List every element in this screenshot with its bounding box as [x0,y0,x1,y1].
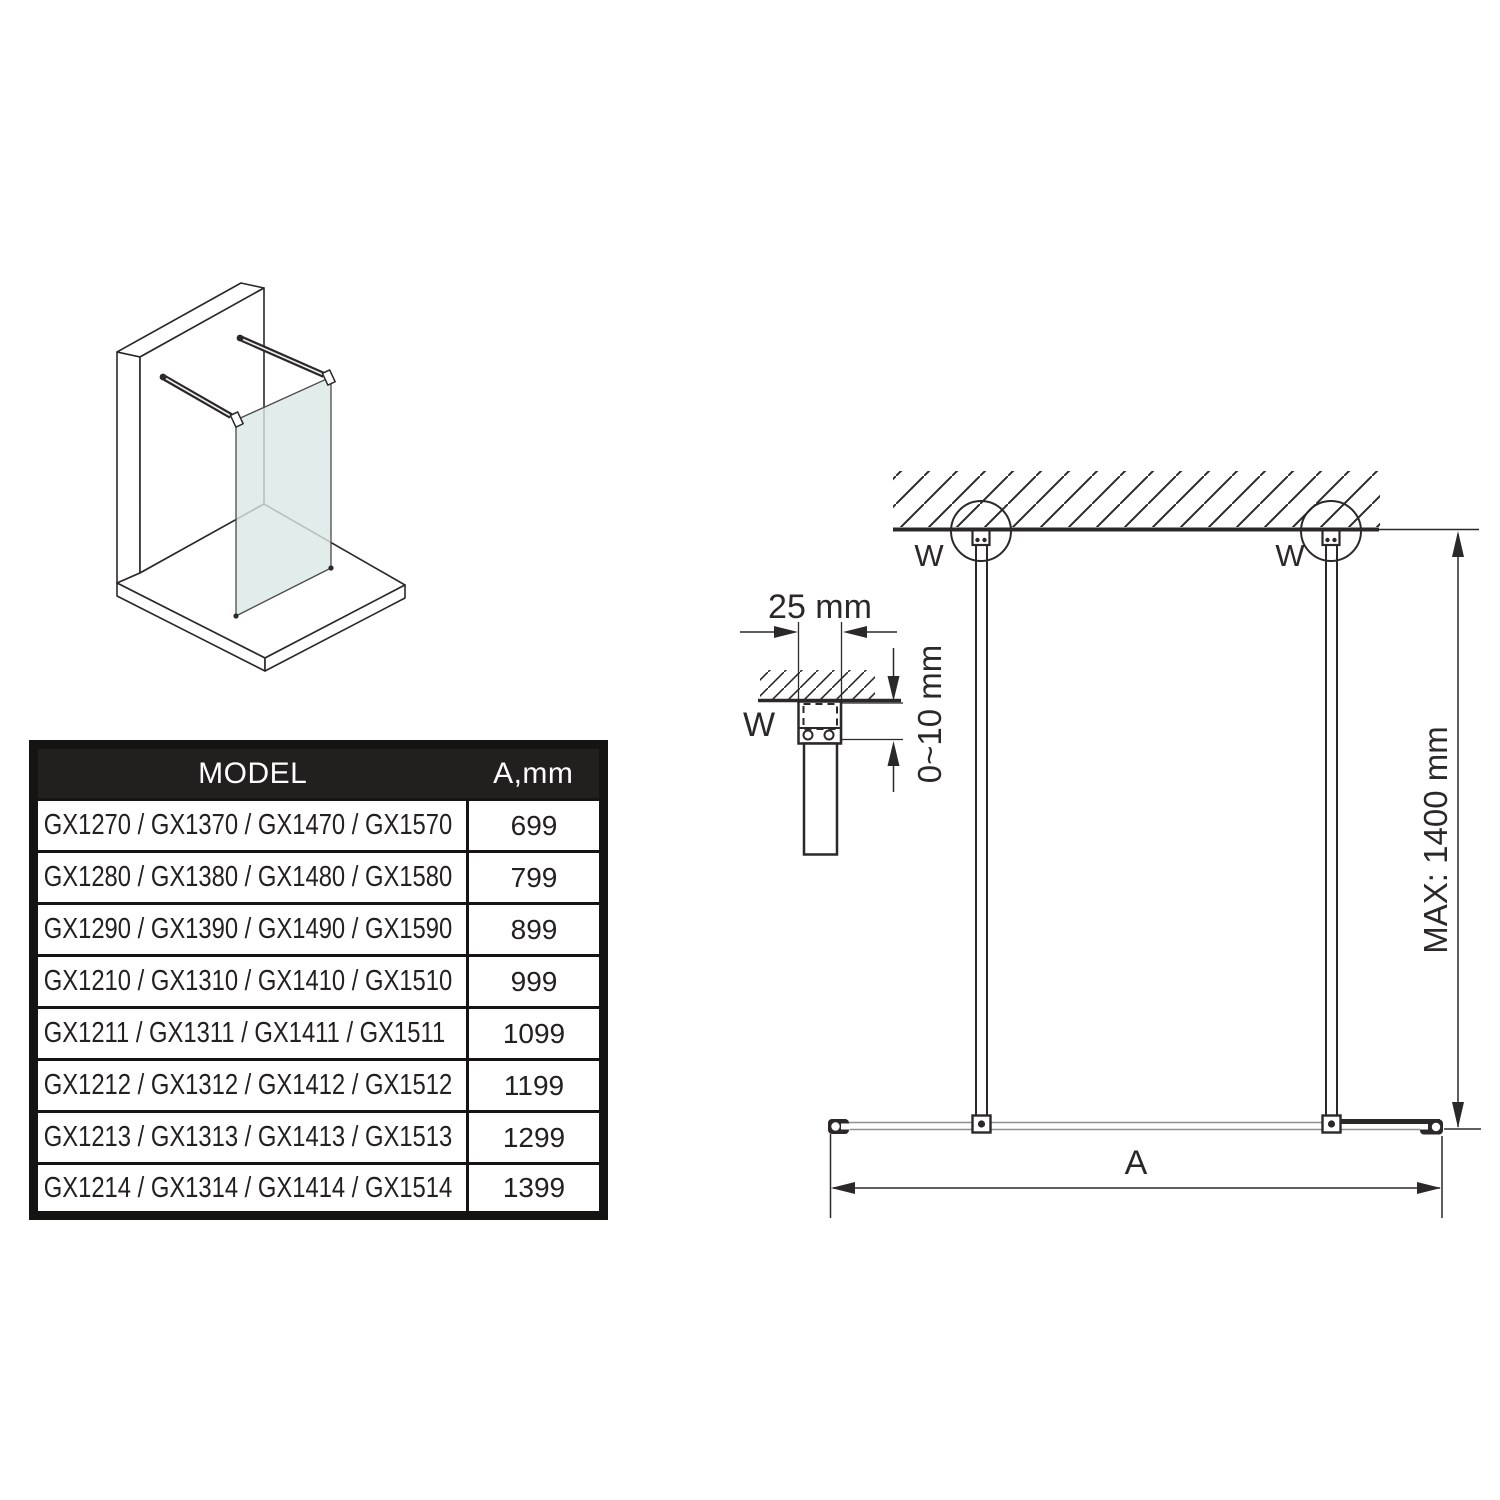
model-cell [34,852,468,904]
model-cell [34,800,468,852]
iso-wall-side-face [117,352,140,583]
glass-panel-plan-view [828,1116,1443,1135]
width-dimension [831,1134,1443,1218]
bracket-detail-drawing [740,588,948,855]
max-arrow-down [1452,1102,1464,1128]
model-cell [34,1112,468,1164]
wall-anchor-label-right: W [1275,538,1305,573]
iso-floor-clamp-dot-left [233,613,238,618]
a-mm-cell: 799 [468,852,604,904]
a-mm-cell: 1399 [468,1164,604,1216]
spec-table [29,740,608,1220]
a-mm-cell: 699 [468,800,604,852]
bar-glass-connector-right [1323,1116,1341,1133]
table-row [34,852,604,904]
table-row [34,1112,604,1164]
gap-arrow-down [888,676,900,701]
wall-bracket-right [1323,530,1340,545]
wall-anchor-label-left: W [914,538,944,573]
bar-width-arrow-left [774,626,798,638]
width-arrow-left [831,1182,855,1194]
support-bar-left [976,545,987,1116]
max-height-label: MAX: 1400 mm [1417,726,1454,954]
model-text: GX1210 / GX1310 / GX1410 / GX1510 [43,965,453,997]
a-mm-cell: 999 [468,956,604,1008]
spec-table-body [34,800,604,1216]
model-cell [34,1164,468,1216]
model-text: GX1290 / GX1390 / GX1490 / GX1590 [43,913,453,945]
a-mm-cell: 899 [468,904,604,956]
table-row [34,1008,604,1060]
model-cell [34,956,468,1008]
support-bar-right [1326,545,1337,1116]
iso-wall-mount-dot-front [160,374,167,381]
model-cell [34,1060,468,1112]
a-mm-cell: 1199 [468,1060,604,1112]
detail-support-bar [804,744,837,855]
detail-wall-anchor-label: W [742,706,776,744]
model-cell [34,1008,468,1060]
table-row [34,800,604,852]
gap-label: 0~10 mm [911,644,948,784]
model-cell [34,904,468,956]
width-arrow-right [1417,1182,1441,1194]
model-text: GX1280 / GX1380 / GX1480 / GX1580 [43,861,453,893]
a-mm-cell: 1099 [468,1008,604,1060]
model-text: GX1212 / GX1312 / GX1412 / GX1512 [43,1069,453,1101]
wall-section-hatch [893,471,1380,527]
glass-end-clamp-left [828,1119,850,1134]
table-row [34,956,604,1008]
column-header-model: MODEL [198,756,308,790]
model-text: GX1211 / GX1311 / GX1411 / GX1511 [43,1017,446,1049]
detail-bracket [799,702,842,744]
wall-bracket-left [973,530,990,545]
table-row [34,1164,604,1216]
table-header-row [34,745,604,800]
detail-wall-hatch [760,670,875,699]
isometric-product-drawing [85,265,475,695]
bar-width-arrow-right [843,626,867,638]
model-dimension-table [29,740,608,1218]
model-text: GX1214 / GX1314 / GX1414 / GX1514 [43,1171,453,1204]
table-row [34,904,604,956]
installation-diagram [720,430,1500,1240]
a-mm-cell: 1299 [468,1112,604,1164]
model-text: GX1270 / GX1370 / GX1470 / GX1570 [43,809,453,841]
width-label: A [1124,1144,1148,1182]
bar-glass-connector-left [973,1116,991,1133]
iso-wall-mount-dot-rear [237,335,244,342]
detail-screw-left [804,731,813,740]
glass-end-clamp-right [1420,1120,1443,1135]
model-text: GX1213 / GX1313 / GX1413 / GX1513 [43,1121,453,1153]
bar-width-label: 25 mm [768,588,872,626]
max-height-dimension [1417,531,1481,1129]
max-arrow-up [1452,531,1464,557]
detail-screw-right [825,731,834,740]
table-row [34,1060,604,1112]
iso-floor-clamp-dot-right [328,565,333,570]
column-header-a-mm: A,mm [493,756,574,790]
gap-arrow-up [888,741,900,766]
